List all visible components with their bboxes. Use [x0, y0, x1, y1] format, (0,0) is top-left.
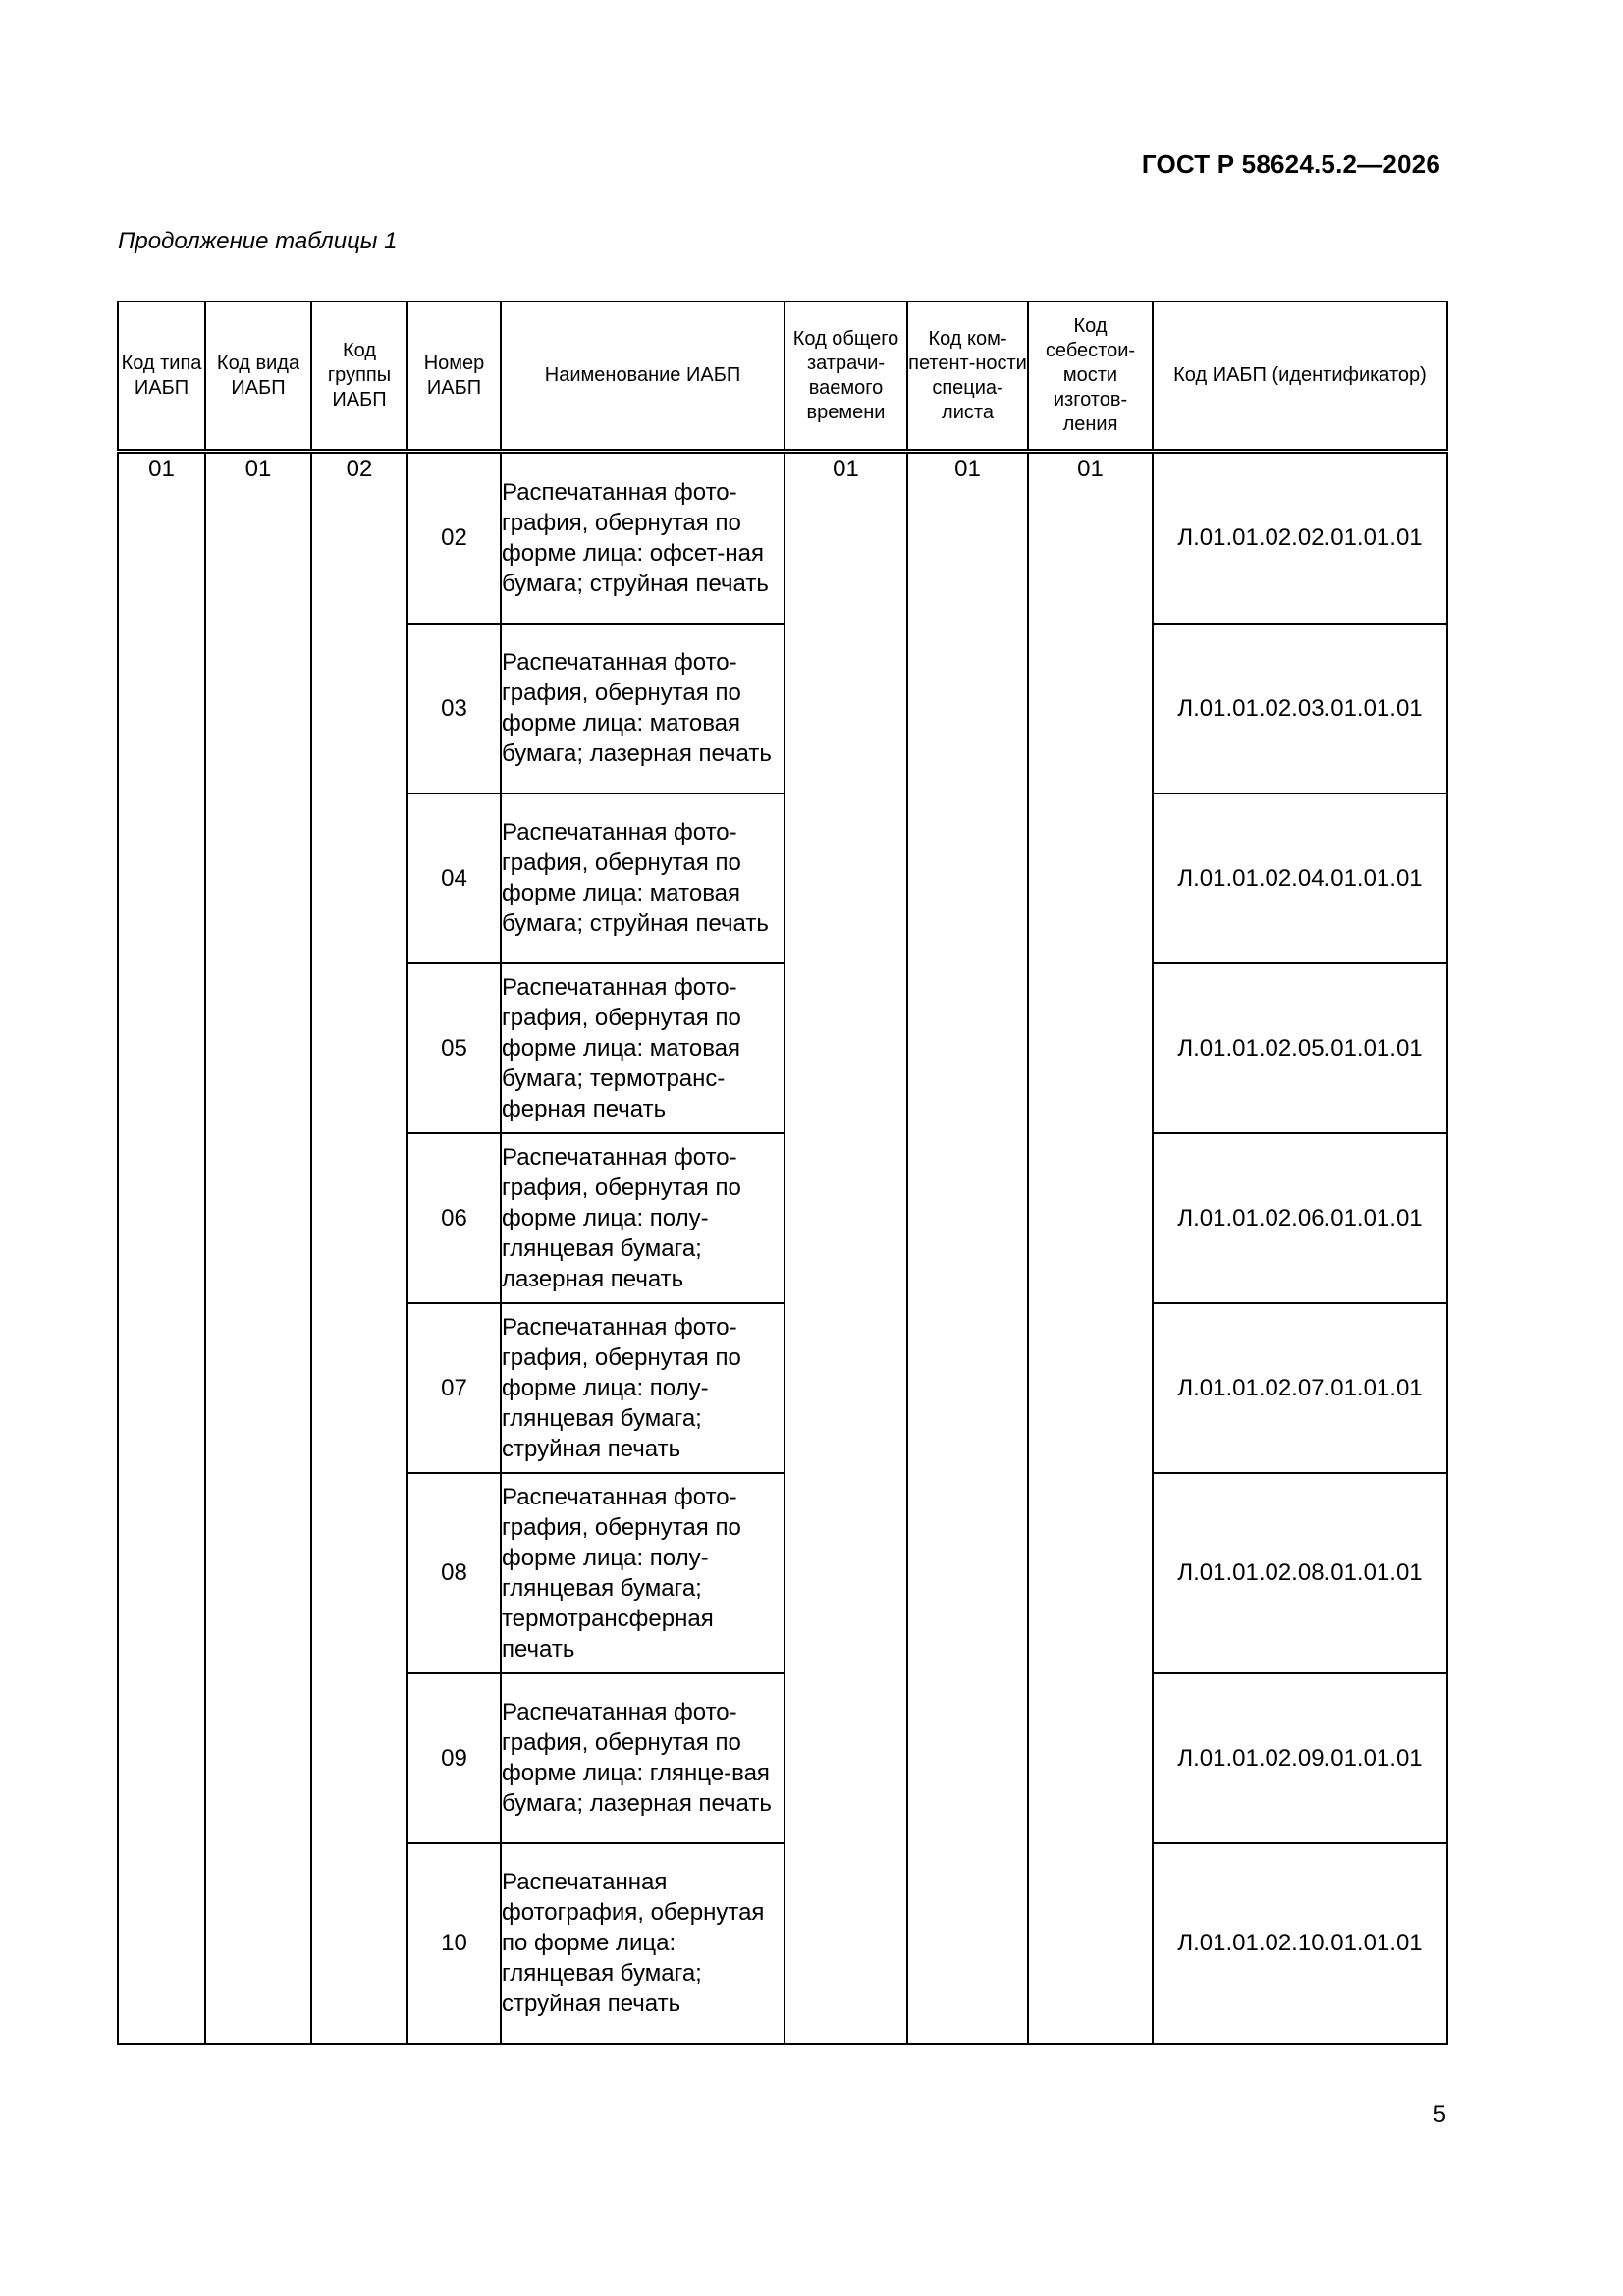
row-identifier: Л.01.01.02.10.01.01.01: [1153, 1843, 1447, 2044]
row-identifier: Л.01.01.02.02.01.01.01: [1153, 452, 1447, 624]
row-identifier: Л.01.01.02.04.01.01.01: [1153, 793, 1447, 963]
competence-code-cell: 01: [907, 452, 1028, 2044]
row-name: Распечатанная фото-графия, обернутая по форме лица: матовая бумага; термотранс-ферная печать: [501, 963, 784, 1133]
row-name: Распечатанная фото-графия, обернутая по форме лица: матовая бумага; лазерная печать: [501, 624, 784, 793]
table-caption: Продолжение таблицы 1: [118, 228, 398, 254]
row-name: Распечатанная фото-графия, обернутая по форме лица: глянце-вая бумага; лазерная печать: [501, 1673, 784, 1843]
row-number: 07: [407, 1303, 501, 1473]
page-number: 5: [1433, 2102, 1446, 2128]
row-identifier: Л.01.01.02.03.01.01.01: [1153, 624, 1447, 793]
header-type-code: Код типа ИАБП: [118, 301, 205, 452]
row-name: Распечатанная фото-графия, обернутая по форме лица: матовая бумага; струйная печать: [501, 793, 784, 963]
row-number: 09: [407, 1673, 501, 1843]
row-number: 03: [407, 624, 501, 793]
row-name: Распечатанная фото-графия, обернутая по форме лица: полу-глянцевая бумага; лазерная печать: [501, 1133, 784, 1303]
row-identifier: Л.01.01.02.09.01.01.01: [1153, 1673, 1447, 1843]
cost-code-cell: 01: [1028, 452, 1153, 2044]
row-identifier: Л.01.01.02.06.01.01.01: [1153, 1133, 1447, 1303]
row-number: 05: [407, 963, 501, 1133]
header-kind-code: Код вида ИАБП: [205, 301, 311, 452]
time-code-cell: 01: [784, 452, 907, 2044]
header-identifier: Код ИАБП (идентификатор): [1153, 301, 1447, 452]
iabp-table: [117, 301, 1448, 2045]
header-number: Номер ИАБП: [407, 301, 501, 452]
header-competence-code: Код ком-петент-ности специа-листа: [907, 301, 1028, 452]
header-name: Наименование ИАБП: [501, 301, 784, 452]
row-number: 04: [407, 793, 501, 963]
table-header-row: [118, 301, 1447, 452]
row-name: Распечатанная фото-графия, обернутая по форме лица: офсет-ная бумага; струйная печать: [501, 452, 784, 624]
row-number: 08: [407, 1473, 501, 1673]
row-identifier: Л.01.01.02.05.01.01.01: [1153, 963, 1447, 1133]
header-cost-code: Код себестои-мости изготов-ления: [1028, 301, 1153, 452]
row-name: Распечатанная фото-графия, обернутая по форме лица: полу-глянцевая бумага; струйная печать: [501, 1303, 784, 1473]
row-number: 06: [407, 1133, 501, 1303]
row-number: 10: [407, 1843, 501, 2044]
row-name: Распечатанная фотография, обернутая по форме лица: глянцевая бумага; струйная печать: [501, 1843, 784, 2044]
header-group-code: Код группы ИАБП: [311, 301, 407, 452]
group-code-cell: 02: [311, 452, 407, 2044]
row-name: Распечатанная фото-графия, обернутая по форме лица: полу-глянцевая бумага; термотрансферная печать: [501, 1473, 784, 1673]
table-row: [118, 452, 1447, 624]
row-identifier: Л.01.01.02.08.01.01.01: [1153, 1473, 1447, 1673]
document-id: ГОСТ Р 58624.5.2—2026: [1141, 149, 1440, 179]
row-number: 02: [407, 452, 501, 624]
header-time-code: Код общего затрачи-ваемого времени: [784, 301, 907, 452]
kind-code-cell: 01: [205, 452, 311, 2044]
row-identifier: Л.01.01.02.07.01.01.01: [1153, 1303, 1447, 1473]
type-code-cell: 01: [118, 452, 205, 2044]
